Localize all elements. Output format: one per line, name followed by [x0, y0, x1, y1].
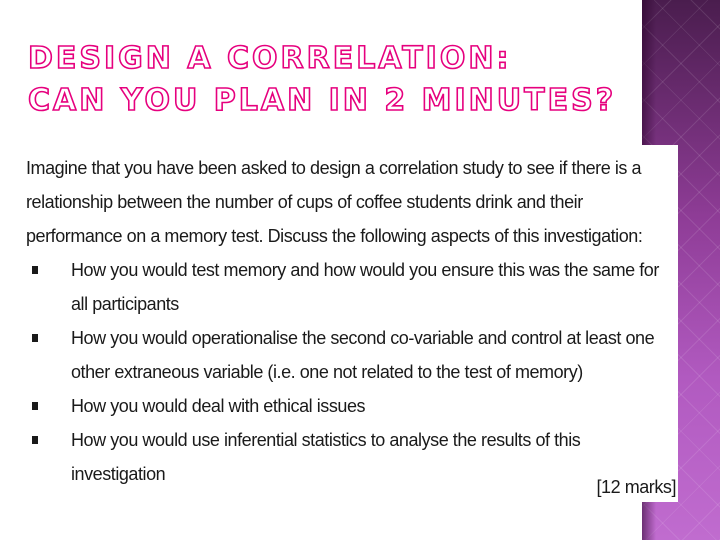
bullet-text: How you would use inferential statistics to analyse the results of this investigation — [71, 430, 581, 484]
bullet-text: How you would operationalise the second co-variable and control at least one other extraneous variable (i.e. one not related to the test of memory) — [71, 328, 655, 382]
slide-title — [28, 38, 618, 122]
square-bullet-icon — [32, 436, 38, 444]
square-bullet-icon — [32, 334, 38, 342]
question-box — [20, 145, 678, 502]
square-bullet-icon — [32, 266, 38, 274]
bullet-item — [26, 423, 666, 491]
bullet-text: How you would test memory and how would you ensure this was the same for all participants — [71, 260, 659, 314]
slide-title-line-1: DESIGN A CORRELATION: — [28, 41, 512, 76]
question-intro: Imagine that you have been asked to design a correlation study to see if there is a relationship between the number of cups of coffee students drink and their performance on a memory test. Discuss the following aspects of this investigation: — [26, 158, 643, 246]
bullet-item — [26, 253, 666, 321]
bullet-list — [26, 253, 678, 491]
bullet-item — [26, 321, 666, 389]
bullet-text: How you would deal with ethical issues — [71, 396, 366, 416]
square-bullet-icon — [32, 402, 38, 410]
bullet-item — [26, 389, 666, 423]
marks-label: [12 marks] — [596, 477, 676, 497]
slide-title-line-2: CAN YOU PLAN IN 2 MINUTES? — [28, 83, 617, 118]
